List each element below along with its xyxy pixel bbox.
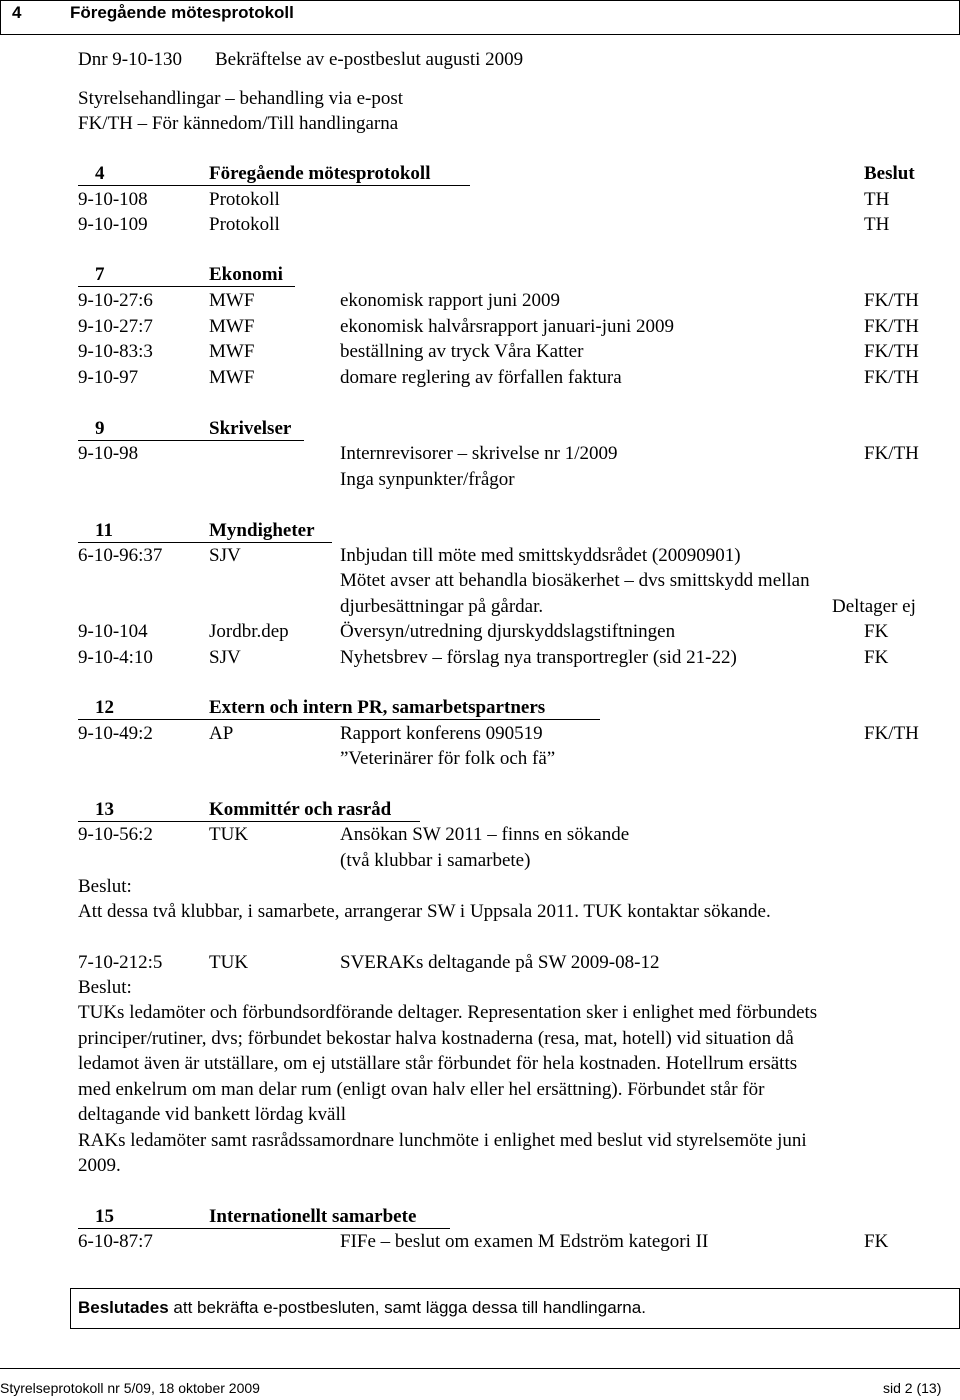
s4-row1-dnr: 9-10-108: [78, 189, 148, 210]
s7-row3-text: beställning av tryck Våra Katter: [340, 341, 584, 362]
header-number: 4: [12, 3, 22, 22]
s9-row-text-2: Inga synpunkter/frågor: [340, 469, 515, 490]
s13-row2-beslut-line: deltagande vid bankett lördag kväll: [78, 1104, 347, 1125]
s7-row4-decision: FK/TH: [864, 367, 919, 388]
section-11-title: Myndigheter: [209, 520, 315, 541]
s12-row-dnr: 9-10-49:2: [78, 723, 153, 744]
s11-row1-text-3: djurbesättningar på gårdar.: [340, 596, 544, 617]
s7-row1-text: ekonomisk rapport juni 2009: [340, 290, 561, 311]
section-15-number: 15: [95, 1206, 114, 1227]
decision-box-top-rule: [70, 1288, 960, 1289]
section-13-number: 13: [95, 799, 114, 820]
s11-row1-decision: Deltager ej: [832, 596, 916, 617]
s11-row1-text-2: Mötet avser att behandla biosäkerhet – dvs smittskydd mellan: [340, 570, 810, 591]
s11-row2-decision: FK: [864, 621, 889, 642]
s11-row3-dnr: 9-10-4:10: [78, 647, 153, 668]
intro-line-1: Styrelsehandlingar – behandling via e-post: [78, 88, 404, 109]
decision-box-bottom-rule: [70, 1328, 960, 1329]
footer-page: sid 2 (13): [883, 1380, 942, 1396]
s7-row1-decision: FK/TH: [864, 290, 919, 311]
s9-row-dnr: 9-10-98: [78, 443, 139, 464]
s12-row-text-2: ”Veterinärer för folk och fä”: [340, 748, 556, 769]
header-title: Föregående mötesprotokoll: [70, 3, 294, 22]
s7-row3-decision: FK/TH: [864, 341, 919, 362]
decision-box-bold: Beslutades: [78, 1298, 169, 1317]
s13-row1-dnr: 9-10-56:2: [78, 824, 153, 845]
section-7-title: Ekonomi: [209, 264, 283, 285]
section-4-number: 4: [95, 163, 105, 184]
header-top-rule: [0, 0, 960, 1]
footer-left: Styrelseprotokoll nr 5/09, 18 oktober 2009: [0, 1380, 260, 1396]
section-4-title: Föregående mötesprotokoll: [209, 163, 431, 184]
header-left-rule: [0, 0, 1, 34]
s13-row2-beslut-line: med enkelrum om man delar rum (enligt ovan halv eller hel ersättning). Förbundet står för: [78, 1079, 765, 1100]
s11-row2-from: Jordbr.dep: [209, 621, 289, 642]
s7-row4-from: MWF: [209, 367, 255, 388]
section-4-beslut-header: Beslut: [864, 163, 915, 184]
section-9-number: 9: [95, 418, 105, 439]
s13-row2-from: TUK: [209, 952, 249, 973]
s13-row1-beslut-label: Beslut:: [78, 876, 132, 897]
section-7-rule: [78, 286, 295, 287]
section-9-rule: [78, 440, 304, 441]
section-15-rule: [78, 1228, 450, 1229]
footer-rule: [0, 1368, 960, 1369]
section-7-number: 7: [95, 264, 105, 285]
s13-row2-beslut-line: 2009.: [78, 1155, 121, 1176]
s7-row2-decision: FK/TH: [864, 316, 919, 337]
intro-dnr: Dnr 9-10-130: [78, 49, 182, 70]
decision-box-rest: att bekräfta e-postbesluten, samt lägga dessa till handlingarna.: [168, 1298, 646, 1317]
s13-row2-beslut-line: principer/rutiner, dvs; förbundet bekostar halva kostnaderna (resa, mat, hotell) vid situation då: [78, 1028, 794, 1049]
decision-box-text: [78, 1297, 646, 1319]
s15-row-dnr: 6-10-87:7: [78, 1231, 153, 1252]
s11-row2-dnr: 9-10-104: [78, 621, 148, 642]
s11-row3-decision: FK: [864, 647, 889, 668]
section-12-title: Extern och intern PR, samarbetspartners: [209, 697, 546, 718]
section-13-rule: [78, 821, 420, 822]
s13-row2-text: SVERAKs deltagande på SW 2009-08-12: [340, 952, 660, 973]
s12-row-text: Rapport konferens 090519: [340, 723, 543, 744]
section-12-number: 12: [95, 697, 114, 718]
s4-row2-decision: TH: [864, 214, 890, 235]
s13-row1-beslut: Att dessa två klubbar, i samarbete, arrangerar SW i Uppsala 2011. TUK kontaktar sökande.: [78, 901, 771, 922]
s11-row2-text: Översyn/utredning djurskyddslagstiftningen: [340, 621, 676, 642]
s11-row1-dnr: 6-10-96:37: [78, 545, 163, 566]
s4-row1-decision: TH: [864, 189, 890, 210]
section-4-rule: [78, 185, 470, 186]
s12-row-decision: FK/TH: [864, 723, 919, 744]
s13-row2-beslut-line: TUKs ledamöter och förbundsordförande deltager. Representation sker i enlighet med förbundets: [78, 1002, 818, 1023]
s15-row-decision: FK: [864, 1231, 889, 1252]
s13-row2-beslut-label: Beslut:: [78, 977, 132, 998]
s13-row1-text: Ansökan SW 2011 – finns en sökande: [340, 824, 630, 845]
s9-row-decision: FK/TH: [864, 443, 919, 464]
section-11-number: 11: [95, 520, 113, 541]
section-13-title: Kommittér och rasråd: [209, 799, 392, 820]
s12-row-from: AP: [209, 723, 234, 744]
s4-row1-from: Protokoll: [209, 189, 280, 210]
s7-row2-dnr: 9-10-27:7: [78, 316, 153, 337]
s7-row4-text: domare reglering av förfallen faktura: [340, 367, 622, 388]
decision-box-left-rule: [70, 1288, 71, 1328]
s7-row4-dnr: 9-10-97: [78, 367, 139, 388]
intro-line-2: FK/TH – För kännedom/Till handlingarna: [78, 113, 399, 134]
section-15-title: Internationellt samarbete: [209, 1206, 417, 1227]
s4-row2-dnr: 9-10-109: [78, 214, 148, 235]
s13-row1-text-2: (två klubbar i samarbete): [340, 850, 531, 871]
s13-row1-from: TUK: [209, 824, 249, 845]
s7-row2-text: ekonomisk halvårsrapport januari-juni 2009: [340, 316, 675, 337]
s7-row3-from: MWF: [209, 341, 255, 362]
section-11-rule: [78, 542, 332, 543]
s7-row3-dnr: 9-10-83:3: [78, 341, 153, 362]
s11-row3-from: SJV: [209, 647, 241, 668]
s9-row-text: Internrevisorer – skrivelse nr 1/2009: [340, 443, 618, 464]
s7-row1-dnr: 9-10-27:6: [78, 290, 153, 311]
header-bottom-rule: [0, 34, 960, 35]
s15-row-text: FIFe – beslut om examen M Edström kategori II: [340, 1231, 709, 1252]
s4-row2-from: Protokoll: [209, 214, 280, 235]
s7-row1-from: MWF: [209, 290, 255, 311]
s11-row3-text: Nyhetsbrev – förslag nya transportregler (sid 21-22): [340, 647, 737, 668]
s13-row2-dnr: 7-10-212:5: [78, 952, 163, 973]
intro-dnr-text: Bekräftelse av e-postbeslut augusti 2009: [215, 49, 524, 70]
s13-row2-beslut-line: RAKs ledamöter samt rasrådssamordnare lunchmöte i enlighet med beslut vid styrelsemöte juni: [78, 1130, 807, 1151]
s11-row1-from: SJV: [209, 545, 241, 566]
s11-row1-text: Inbjudan till möte med smittskyddsrådet (20090901): [340, 545, 741, 566]
s7-row2-from: MWF: [209, 316, 255, 337]
section-9-title: Skrivelser: [209, 418, 292, 439]
s13-row2-beslut-line: ledamot även är utställare, om ej utställare står förbundet för hela kostnaden. Hotellrum ersätts: [78, 1053, 798, 1074]
section-12-rule: [78, 719, 600, 720]
